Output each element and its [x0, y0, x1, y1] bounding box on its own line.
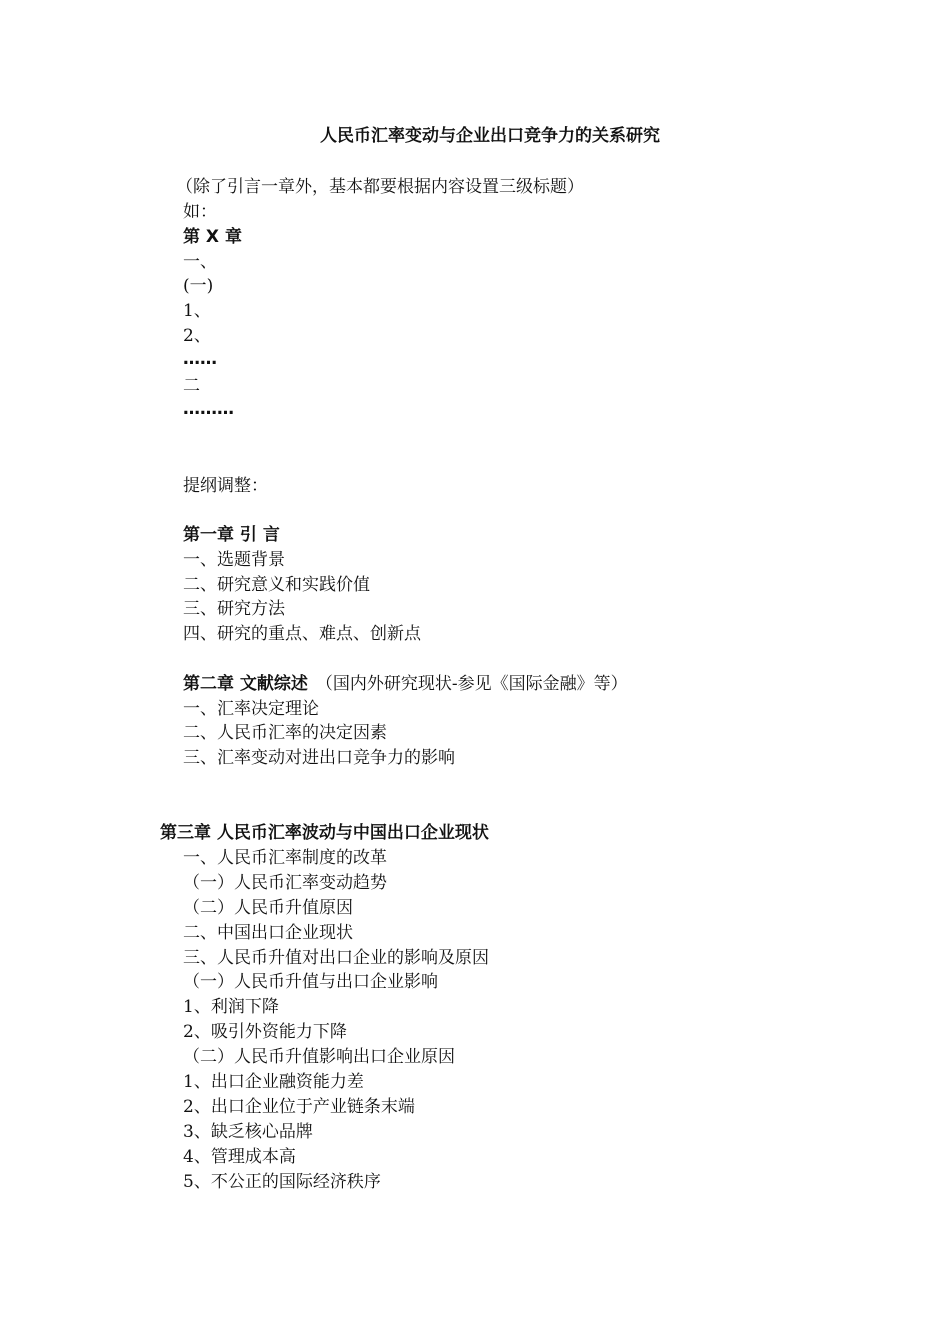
chapter3-item: 二、中国出口企业现状	[183, 923, 353, 943]
chapter2-item: 三、汇率变动对进出口竞争力的影响	[183, 748, 455, 768]
chapter3-item: 2、出口企业位于产业链条末端	[183, 1097, 415, 1117]
chapter1-item: 二、研究意义和实践价值	[183, 575, 370, 595]
chapter2-heading-line	[183, 672, 628, 697]
instruction-note: （除了引言一章外，基本都要根据内容设置三级标题）	[176, 177, 584, 197]
chapter2-heading-note: （国内外研究现状-参见《国际金融》等）	[315, 674, 628, 694]
chapter3-item: 1、利润下降	[183, 997, 279, 1017]
example-level2: (一)	[183, 276, 214, 296]
example-item-2: 2、	[183, 326, 211, 346]
chapter1-item: 一、选题背景	[183, 550, 285, 570]
example-item-1: 1、	[183, 301, 211, 321]
chapter3-item: （二）人民币升值影响出口企业原因	[183, 1047, 455, 1067]
chapter3-item: 3、缺乏核心品牌	[183, 1122, 313, 1142]
example-level1: 一、	[183, 252, 217, 272]
chapter3-item: 2、吸引外资能力下降	[183, 1022, 347, 1042]
chapter2-item: 一、汇率决定理论	[183, 699, 319, 719]
chapter3-item: 5、不公正的国际经济秩序	[183, 1172, 381, 1192]
example-level1-b: 二	[183, 376, 200, 396]
chapter3-item: （一）人民币汇率变动趋势	[183, 873, 387, 893]
document-title: 人民币汇率变动与企业出口竞争力的关系研究	[320, 126, 660, 146]
chapter3-item: 1、出口企业融资能力差	[183, 1072, 364, 1092]
chapter3-item: （一）人民币升值与出口企业影响	[183, 972, 438, 992]
chapter3-item: （二）人民币升值原因	[183, 898, 353, 918]
example-chapter: 第 X 章	[183, 227, 242, 247]
example-label: 如：	[183, 202, 217, 222]
chapter3-item: 4、管理成本高	[183, 1147, 296, 1167]
chapter1-item: 三、研究方法	[183, 599, 285, 619]
chapter3-item: 三、人民币升值对出口企业的影响及原因	[183, 948, 489, 968]
example-ellipsis-2: ………	[183, 399, 234, 419]
chapter3-heading: 第三章 人民币汇率波动与中国出口企业现状	[160, 823, 489, 843]
example-ellipsis-1: ……	[183, 349, 217, 369]
chapter2-heading: 第二章 文献综述	[183, 674, 308, 694]
chapter1-heading: 第一章 引 言	[183, 525, 280, 545]
chapter1-item: 四、研究的重点、难点、创新点	[183, 624, 421, 644]
outline-label: 提纲调整：	[183, 476, 268, 496]
chapter3-item: 一、人民币汇率制度的改革	[183, 848, 387, 868]
chapter2-item: 二、人民币汇率的决定因素	[183, 723, 387, 743]
